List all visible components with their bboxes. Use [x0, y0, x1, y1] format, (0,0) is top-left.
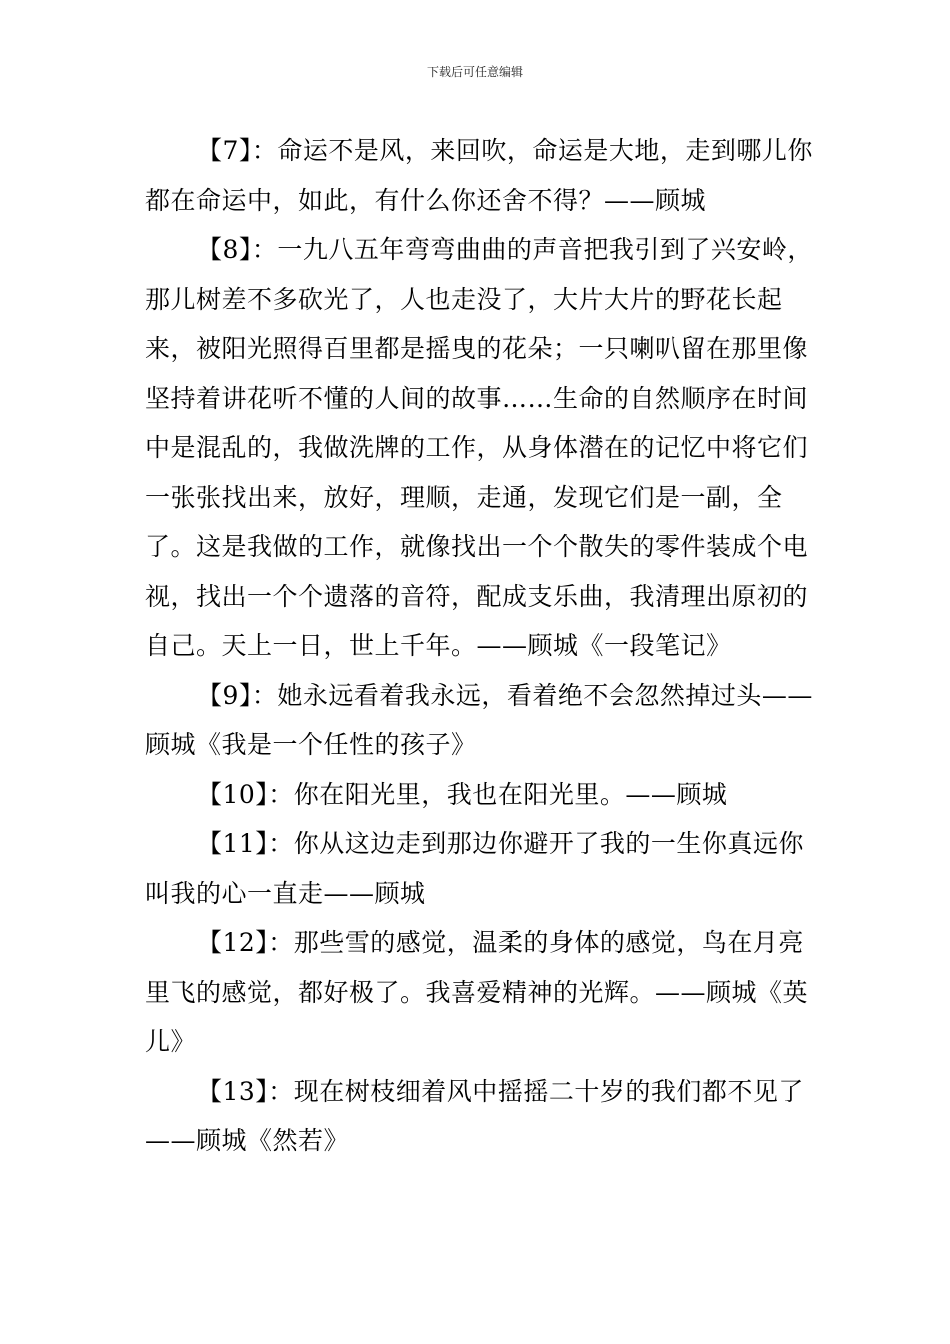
quote-paragraph-10: 【10】：你在阳光里，我也在阳光里。——顾城 [197, 779, 728, 809]
quote-paragraph-12: 【12】：那些雪的感觉，温柔的身体的感觉，鸟在月亮里飞的感觉，都好极了。我喜爱精神的光辉。——顾城《英儿》 [145, 928, 809, 1056]
page-header: 下载后可任意编辑 [426, 65, 523, 79]
quote-paragraph-11: 【11】：你从这边走到那边你避开了我的一生你真远你叫我的心一直走——顾城 [145, 829, 804, 908]
quote-paragraph-8: 【8】：一九八五年弯弯曲曲的声音把我引到了兴安岭，那儿树差不多砍光了，人也走没了，大片大片的野花长起来，被阳光照得百里都是摇曳的花朵；一只喇叭留在那里像坚持着讲花听不懂的人间的故事……生命的自然顺序在时间中是混乱的，我做洗牌的工作，从身体潜在的记忆中将它们一张张找出来，放好，理顺，走通，发现它们是一副，全了。这是我做的工作，就像找出一个个散失的零件装成个电视，找出一个个遗落的音符，配成支乐曲，我清理出原初的自己。天上一日，世上千年。——顾城《一段笔记》 [145, 235, 813, 660]
quote-paragraph-7: 【7】：命运不是风，来回吹，命运是大地，走到哪儿你都在命运中，如此，有什么你还舍不得？——顾城 [145, 136, 813, 215]
quote-paragraph-9: 【9】：她永远看着我永远，看着绝不会忽然掉过头——顾城《我是一个任性的孩子》 [145, 680, 813, 759]
document-body [145, 126, 813, 1166]
quote-paragraph-13: 【13】：现在树枝细着风中摇摇二十岁的我们都不见了——顾城《然若》 [145, 1076, 804, 1155]
